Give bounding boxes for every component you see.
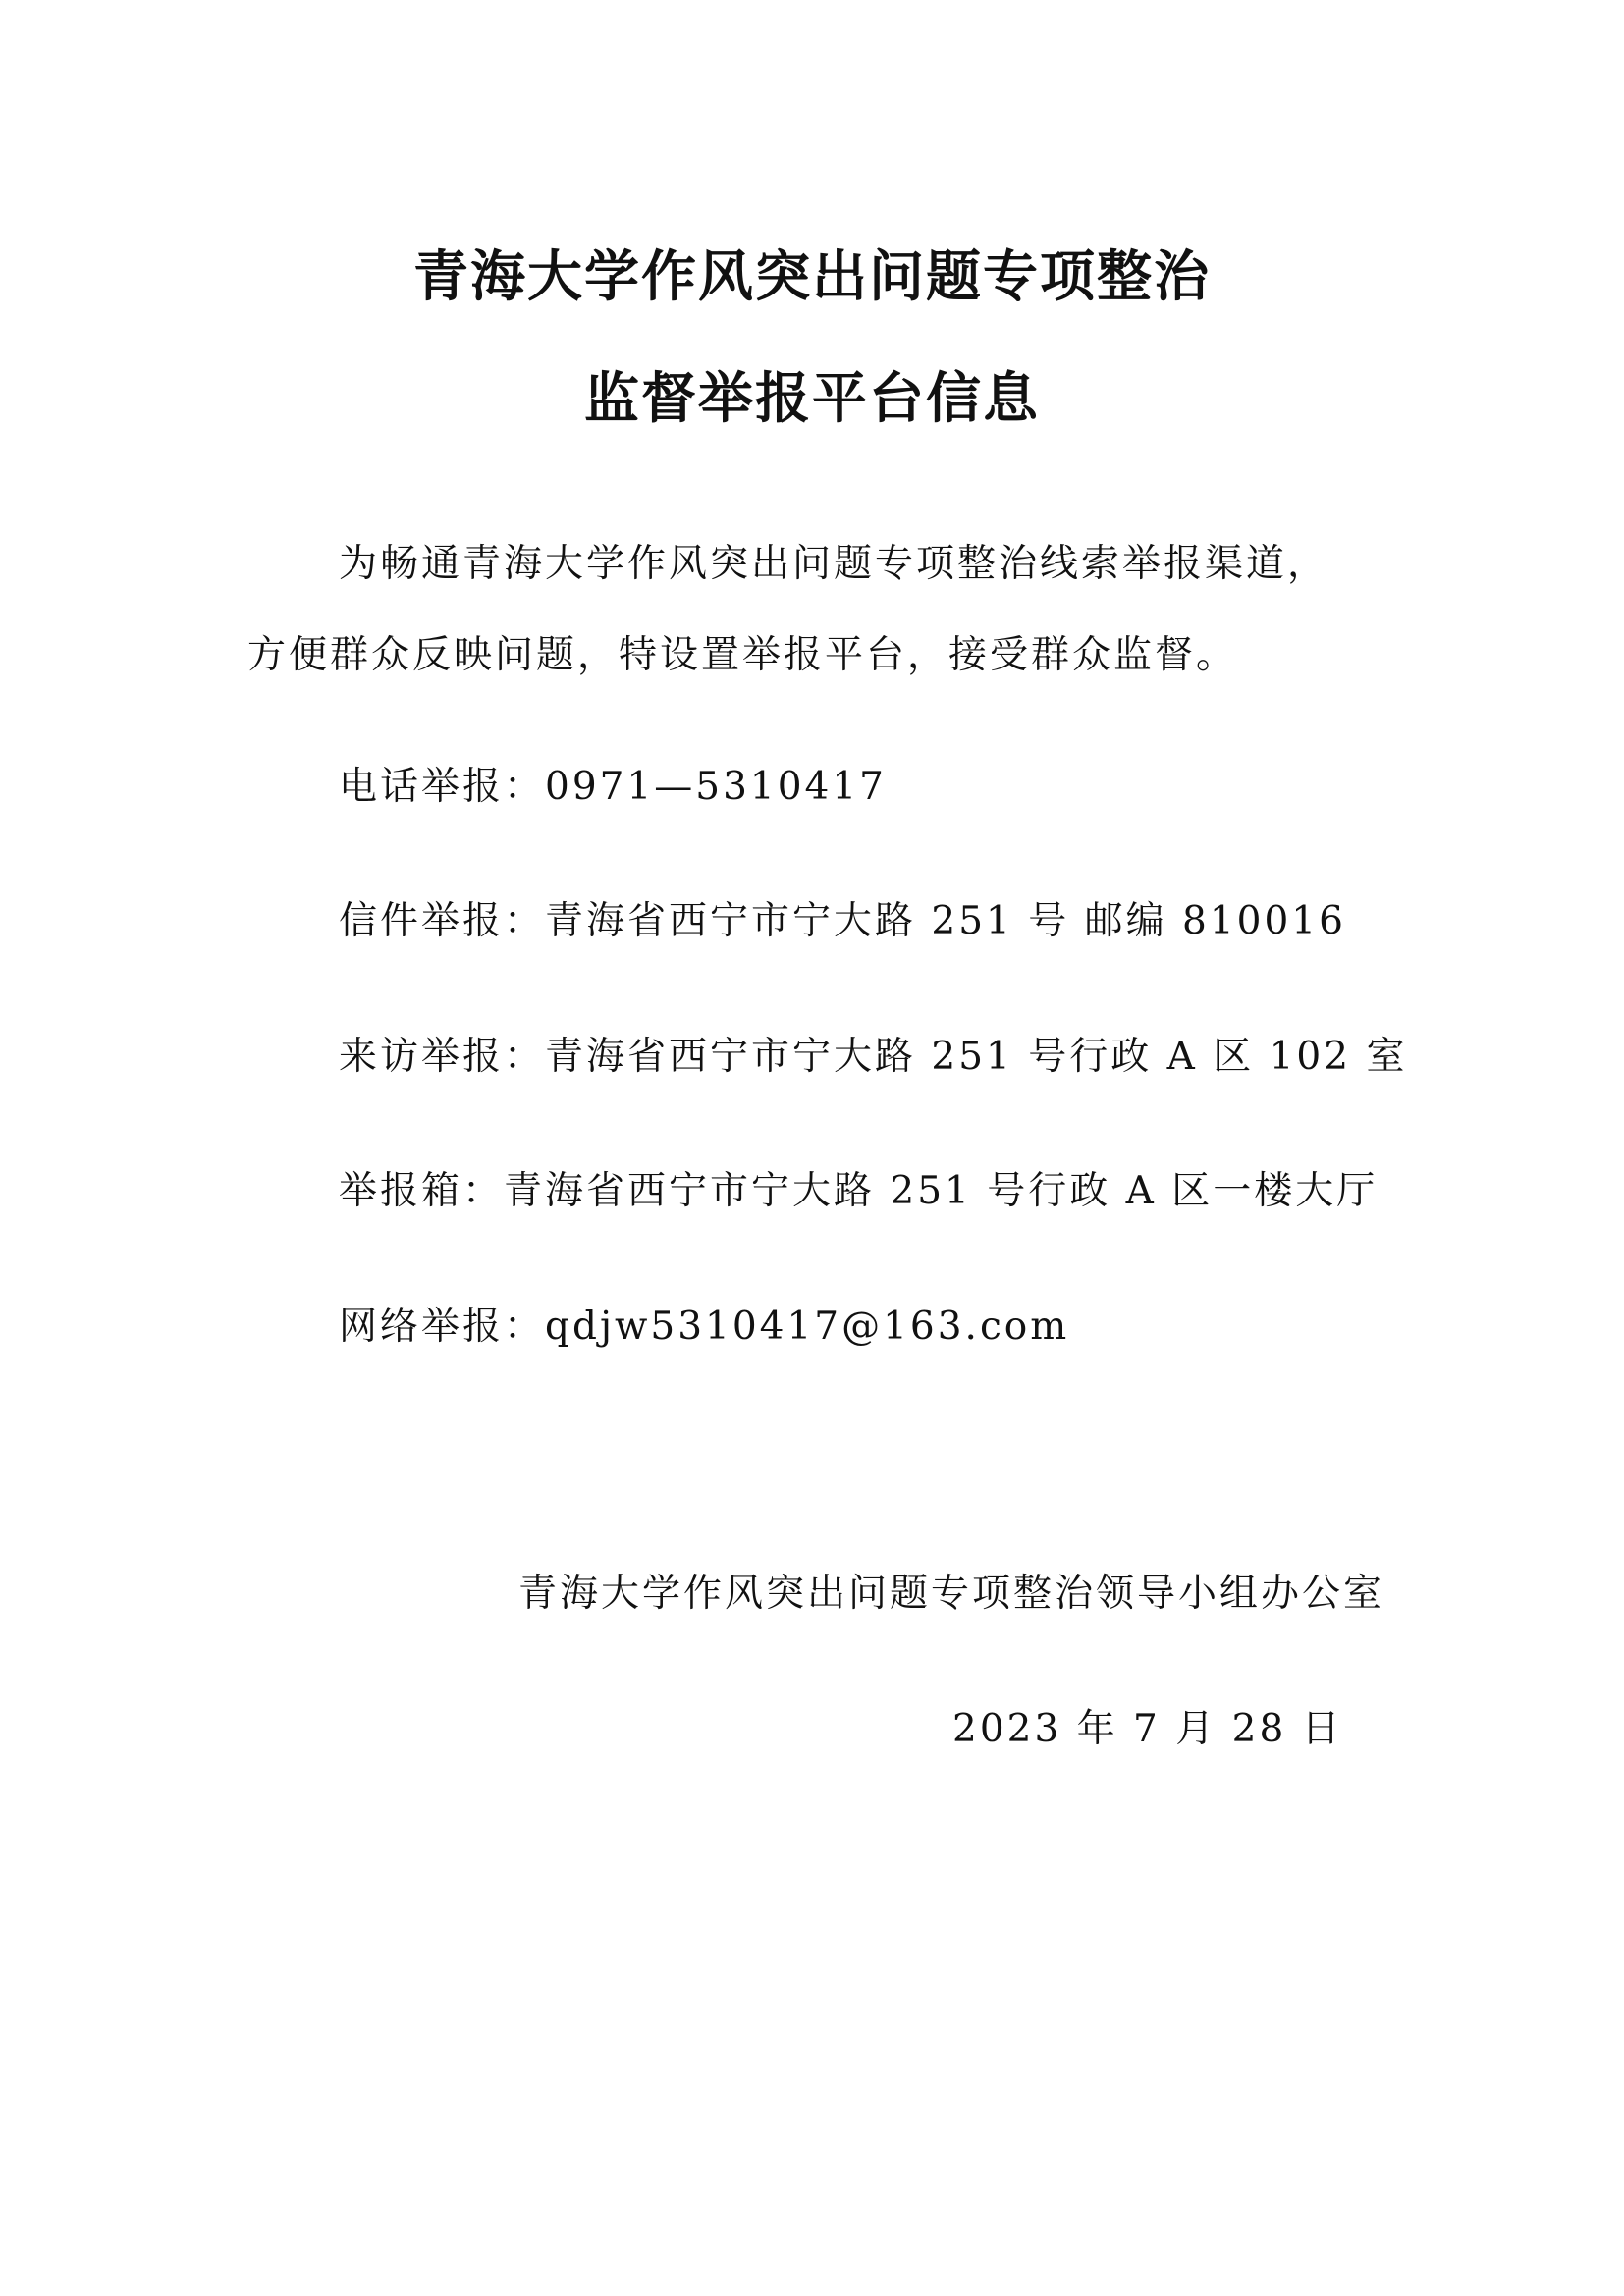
phone-report-label: 电话举报： <box>339 765 546 809</box>
document-title-line1: 青海大学作风突出问题专项整治 <box>413 244 1211 309</box>
phone-report-value: 0971—5310417 <box>545 765 887 809</box>
mail-report-value: 青海省西宁市宁大路 251 号 邮编 810016 <box>545 899 1346 943</box>
issue-date: 2023 年 7 月 28 日 <box>952 1707 1343 1751</box>
report-box-row <box>339 1160 1378 1215</box>
report-box-label: 举报箱： <box>339 1169 505 1213</box>
intro-paragraph-line1: 为畅通青海大学作风突出问题专项整治线索举报渠道， <box>339 542 1329 586</box>
phone-report-row <box>339 756 887 811</box>
report-box-value: 青海省西宁市宁大路 251 号行政 A 区一楼大厅 <box>504 1169 1379 1213</box>
mail-report-label: 信件举报： <box>339 899 546 943</box>
online-report-row <box>339 1296 1069 1351</box>
visit-report-row <box>339 1026 1407 1081</box>
online-report-email: qdjw5310417@163.com <box>545 1305 1070 1349</box>
mail-report-row <box>339 890 1346 945</box>
intro-paragraph-line2: 方便群众反映问题，特设置举报平台，接受群众监督。 <box>247 633 1238 677</box>
visit-report-value: 青海省西宁市宁大路 251 号行政 A 区 102 室 <box>545 1035 1408 1079</box>
online-report-label: 网络举报： <box>339 1305 546 1349</box>
document-title-line2: 监督举报平台信息 <box>584 366 1040 431</box>
issuing-office-signature: 青海大学作风突出问题专项整治领导小组办公室 <box>517 1572 1384 1616</box>
visit-report-label: 来访举报： <box>339 1035 546 1079</box>
